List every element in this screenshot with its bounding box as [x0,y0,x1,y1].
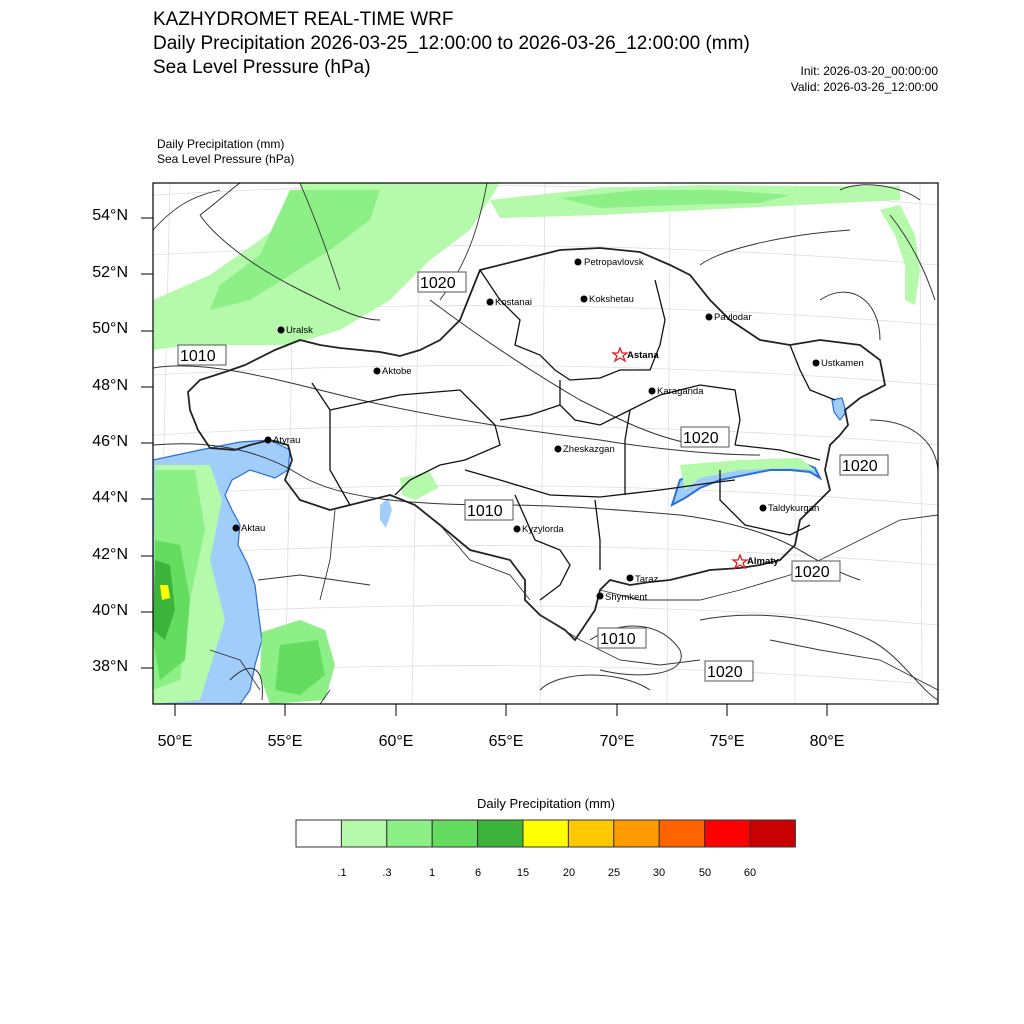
colorbar-title: Daily Precipitation (mm) [477,796,615,811]
subtitle-precip: Daily Precipitation (mm) [157,137,285,151]
svg-text:Atyrau: Atyrau [273,435,301,446]
city-kostanai [487,297,532,308]
colorbar-label-10: 60 [743,867,757,879]
colorbar-label-6: 20 [562,867,576,879]
init-time: Init: 2026-03-20_00:00:00 [800,64,938,78]
city-pavlodar [706,312,752,323]
city-aktobe [374,366,412,377]
subtitle-slp: Sea Level Pressure (hPa) [157,152,295,166]
lon-ticks [175,704,827,716]
colorbar-box-7 [568,820,613,847]
isobar-label-5 [840,455,888,475]
title-line-1: KAZHYDROMET REAL-TIME WRF [153,9,454,30]
colorbar-label-7: 25 [607,867,621,879]
city-shymkent [597,592,648,603]
svg-text:Shymkent: Shymkent [605,592,648,603]
city-almaty [733,555,779,568]
isobar-label-3 [681,427,729,447]
svg-text:Petropavlovsk: Petropavlovsk [584,257,644,268]
city-zheskazgan [555,444,615,455]
colorbar-label-5: 15 [516,867,530,879]
colorbar-label-9: 50 [698,867,712,879]
oblast-borders [312,270,835,600]
svg-text:Pavlodar: Pavlodar [714,312,752,323]
lon-label-50: 50°E [157,733,193,750]
lon-label-70: 70°E [599,733,635,750]
city-karaganda [649,386,705,397]
isobar-label-8 [705,661,753,681]
svg-text:Taldykurgan: Taldykurgan [768,503,820,514]
svg-text:1020: 1020 [842,458,878,475]
svg-text:Zheskazgan: Zheskazgan [563,444,615,455]
lat-label-38: 38°N [92,658,128,675]
svg-text:Almaty: Almaty [747,556,779,567]
lon-label-75: 75°E [709,733,745,750]
city-kyzylorda [514,524,565,535]
colorbar-box-3 [387,820,432,847]
colorbar-label-4: 6 [474,867,482,879]
city-petropavlovsk [575,257,644,268]
colorbar-label-8: 30 [652,867,666,879]
lon-label-60: 60°E [378,733,414,750]
svg-text:Kyzylorda: Kyzylorda [522,524,564,535]
svg-text:Kokshetau: Kokshetau [589,294,634,305]
lat-label-52: 52°N [92,264,128,281]
colorbar-label-3: 1 [428,867,436,879]
colorbar-box-1 [296,820,341,847]
svg-text:Astana: Astana [627,350,659,361]
colorbar-box-11 [750,820,795,847]
city-taldykurgan [760,503,820,514]
svg-text:1020: 1020 [707,664,743,681]
lat-label-50: 50°N [92,320,128,337]
colorbar-box-8 [614,820,659,847]
svg-text:Taraz: Taraz [635,574,659,585]
lon-label-80: 80°E [809,733,845,750]
svg-text:1020: 1020 [794,564,830,581]
svg-text:1010: 1010 [180,348,216,365]
svg-text:Uralsk: Uralsk [286,325,313,336]
svg-text:1020: 1020 [683,430,719,447]
colorbar-box-10 [705,820,750,847]
city-taraz [627,574,659,585]
title-line-2: Daily Precipitation 2026-03-25_12:00:00 to 2026-03-26_12:00:00 (mm) [153,33,750,54]
city-astana [613,348,659,361]
svg-text:Kostanai: Kostanai [495,297,532,308]
colorbar [296,820,795,847]
city-kokshetau [581,294,634,305]
lat-label-44: 44°N [92,489,128,506]
lat-label-48: 48°N [92,377,128,394]
isobar-label-1 [418,272,466,292]
svg-text:1020: 1020 [420,275,456,292]
colorbar-box-4 [432,820,477,847]
lat-ticks [141,218,153,668]
lon-label-55: 55°E [267,733,303,750]
colorbar-box-5 [478,820,523,847]
colorbar-label-2: .3 [382,867,392,879]
isobar-label-7 [598,628,646,648]
colorbar-box-6 [523,820,568,847]
isobar-label-2 [178,345,226,365]
lat-label-42: 42°N [92,546,128,563]
isobar-label-6 [792,561,840,581]
lat-label-46: 46°N [92,433,128,450]
svg-text:Aktobe: Aktobe [382,366,412,377]
lat-label-40: 40°N [92,602,128,619]
valid-time: Valid: 2026-03-26_12:00:00 [790,80,938,94]
colorbar-label-1: .1 [337,867,347,879]
zaysan-lake [832,398,846,420]
lon-label-65: 65°E [488,733,524,750]
colorbar-box-2 [341,820,386,847]
svg-text:Ustkamen: Ustkamen [821,358,864,369]
map-body [153,183,938,704]
svg-text:1010: 1010 [467,503,503,520]
colorbar-box-9 [659,820,704,847]
city-ustkamen [813,358,864,369]
svg-text:Aktau: Aktau [241,523,266,534]
svg-text:1010: 1010 [600,631,636,648]
svg-text:Karaganda: Karaganda [657,386,704,397]
title-line-3: Sea Level Pressure (hPa) [153,57,371,78]
isobar-label-4 [465,500,513,520]
lat-label-54: 54°N [92,207,128,224]
